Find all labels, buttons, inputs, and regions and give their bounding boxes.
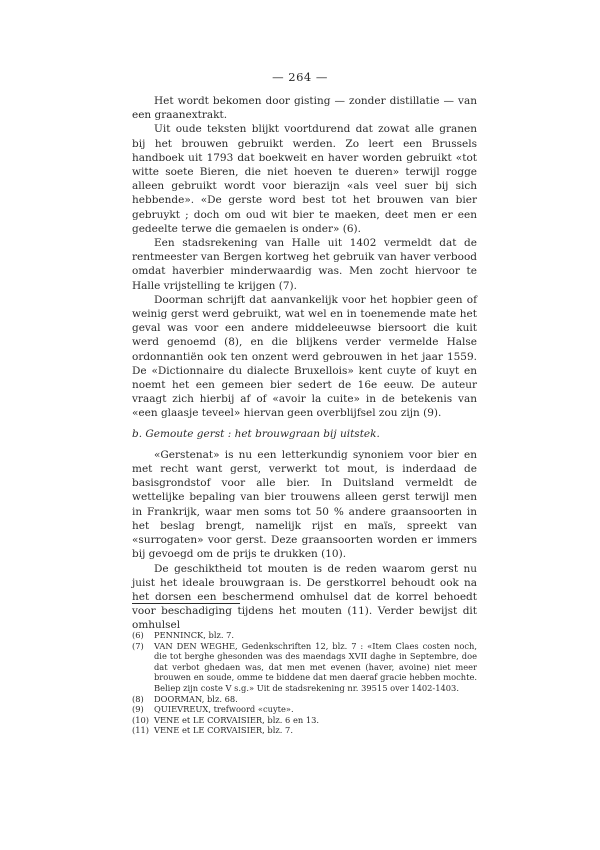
footnote (132, 715, 477, 726)
section-heading: b. Gemoute gerst : het brouwgraan bij uitstek. (132, 427, 380, 440)
footnotes (132, 630, 477, 736)
paragraph: «Gerstenat» is nu een letterkundig synoniem voor bier en met recht want gerst, verwerkt tot mout, is inderdaad de basisgrondstof voor alle bier. In Duitsland vermeldt de wettelijke bepaling van bier trouwens alleen gerst terwijl men in Frankrijk, waar men soms tot 50 % andere graansoorten in het beslag brengt, namelijk rijst en maïs, spreekt van «surrogaten» voor gerst. Deze graansoorten worden er immers bij gevoegd om de prijs te drukken (10). (132, 448, 477, 561)
footnote (132, 704, 477, 715)
body-text (132, 94, 477, 633)
footnote (132, 694, 477, 705)
footnote-number: (7) (132, 640, 144, 651)
paragraph: Het wordt bekomen door gisting — zonder distillatie — van een graanextrakt. (132, 95, 477, 122)
footnote (132, 641, 477, 694)
paragraph: Een stadsrekening van Halle uit 1402 vermeldt dat de rentmeester van Bergen kortweg het gebruik van haver verbood omdat haverbier minderwaardig was. Men zocht hiervoor te Halle vrijstelling te krijgen (7). (132, 237, 477, 292)
page-number: — 264 — (272, 70, 328, 84)
footnote-number: (11) (132, 725, 150, 736)
footnote-text: VENE et LE CORVAISIER, blz. 7. (154, 725, 293, 736)
paragraph: De geschiktheid tot mouten is de reden waarom gerst nu juist het ideale brouwgraan is. De gerstkorrel behoudt ook na het dorsen een beschermend omhulsel dat de korrel behoedt voor beschadiging tijdens het mouten (11). Verder bewijst dit omhulsel (132, 562, 477, 632)
footnote-text: QUIEVREUX, trefwoord «cuyte». (154, 704, 294, 715)
footnote-text: PENNINCK, blz. 7. (154, 630, 235, 640)
footnote-number: (10) (132, 714, 150, 725)
footnote-separator (132, 603, 240, 604)
paragraph: Uit oude teksten blijkt voortdurend dat zowat alle granen bij het brouwen gebruikt werden. Zo leert een Brussels handboek uit 1793 dat boekweit en haver worden gebruikt «tot witte soete Bieren, die niet hoeven te dueren» terwijl rogge alleen gebruikt wordt voor bierazijn «als veel suer bij sich hebbende». «De gerste word best tot het brouwen van bier gebruykt ; doch om oud wit bier te maeken, deet men er een gedeelte terwe die gemaelen is onder» (6). (132, 123, 477, 235)
footnote-number: (9) (132, 704, 144, 715)
footnote (132, 630, 477, 641)
footnote-number: (6) (132, 630, 144, 640)
footnote (132, 725, 477, 736)
footnote-number: (8) (132, 693, 144, 704)
paragraph: Doorman schrijft dat aanvankelijk voor het hopbier geen of weinig gerst werd gebruikt, wat wel en in toenemende mate het geval was voor een andere middeleeuwse biersoort die kuit werd genoemd (8), en die blijkens verder vermelde Halse ordonnantiën ook ten onzent werd gebrouwen in het jaar 1559. De «Dictionnaire du dialecte Bruxellois» kent cuyte of kuyt en noemt het een gemeen bier sedert de 16e eeuw. De auteur vraagt zich hierbij af of «avoir la cuite» in de betekenis van «een glaasje teveel» hiervan geen overblijfsel zou zijn (9). (132, 293, 477, 420)
footnote-text: VENE et LE CORVAISIER, blz. 6 en 13. (154, 714, 320, 725)
footnote-text: DOORMAN, blz. 68. (154, 693, 238, 704)
footnote-text: VAN DEN WEGHE, Gedenkschriften 12, blz. 7 : «Item Claes costen noch, die tot berghe ghesonden was des maendags XVII daghe in Septembre, doe dat verbot ghedaen was, dat men met evenen (haver, avoine) niet meer brouwen en soude, omme te biddene dat men daeraf gracie hebben mochte. Beliep zijn coste V s.g.» Uit de stadsrekening nr. 39515 over 1402-1403. (154, 640, 477, 693)
